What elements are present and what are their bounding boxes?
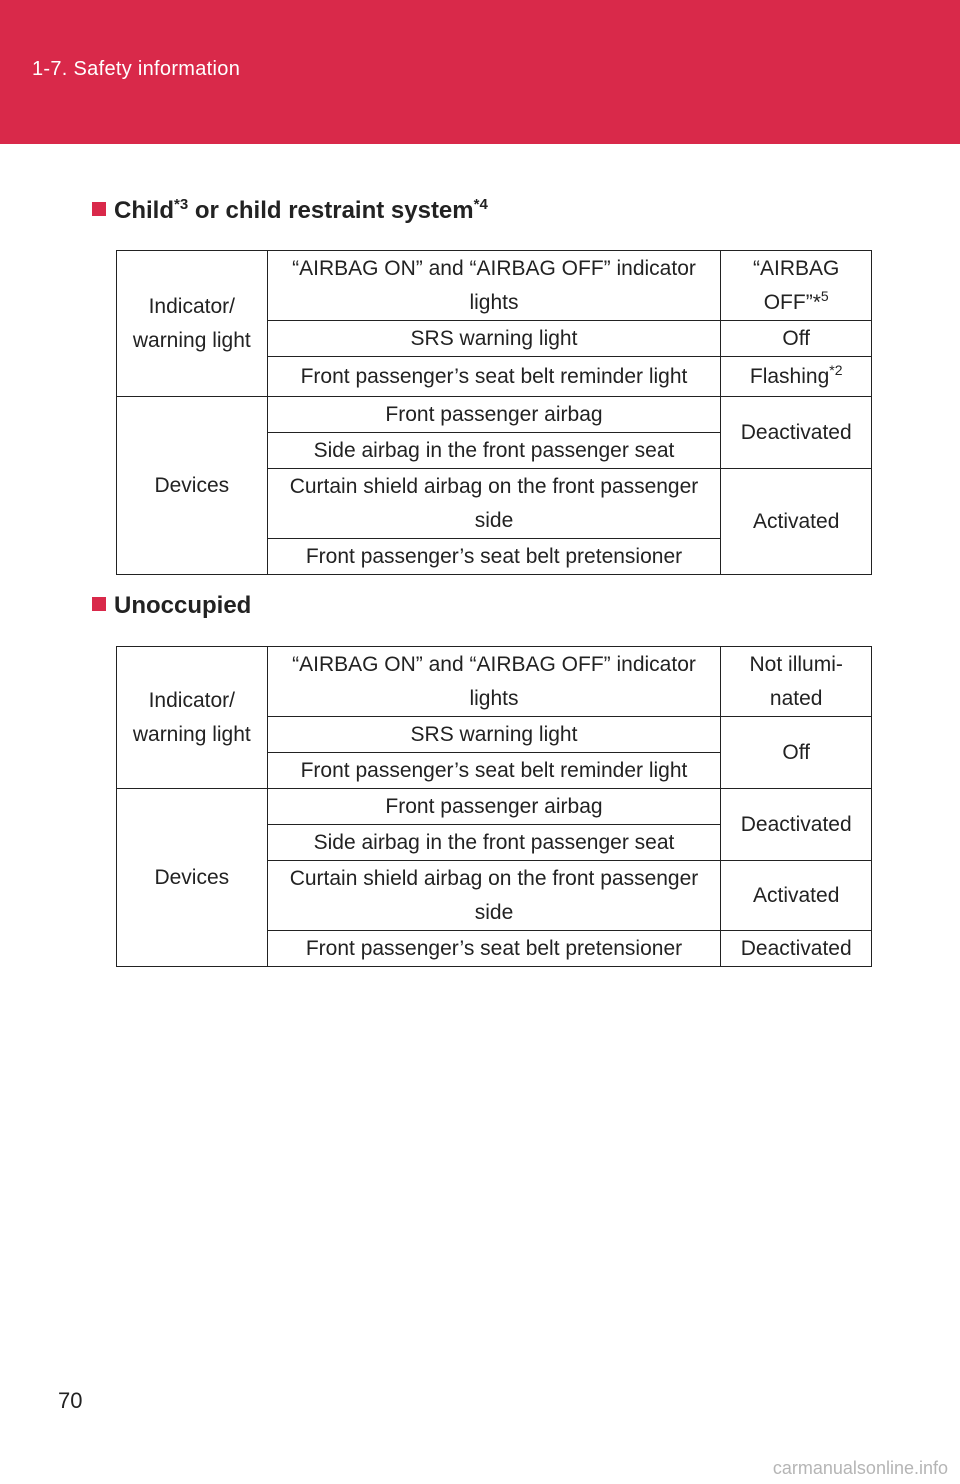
item-cell: Curtain shield airbag on the front passenger side	[267, 469, 721, 539]
status-footnote: 5	[820, 287, 829, 304]
child-status-table	[116, 250, 872, 575]
table-row	[117, 251, 872, 321]
item-cell: Front passenger’s seat belt pretensioner	[267, 539, 721, 575]
heading-footnote: *4	[473, 196, 488, 213]
group-label-indicator: Indicator/ warning light	[117, 647, 268, 789]
status-cell: Deactivated	[721, 397, 872, 469]
status-cell: Off	[721, 321, 872, 357]
group-label-devices: Devices	[117, 397, 268, 575]
item-cell: SRS warning light	[267, 717, 721, 753]
group-label-devices: Devices	[117, 789, 268, 967]
page-number: 70	[58, 1388, 83, 1413]
heading-text: Unoccupied	[114, 592, 252, 619]
status-cell: Activated	[721, 861, 872, 931]
unoccupied-status-table	[116, 646, 872, 967]
heading-text: Child	[114, 197, 174, 224]
item-cell: Front passenger’s seat belt pretensioner	[267, 931, 721, 967]
status-cell	[721, 251, 872, 321]
group-label-indicator: Indicator/ warning light	[117, 251, 268, 397]
table-row	[117, 789, 872, 825]
status-cell: Activated	[721, 469, 872, 575]
status-cell: Deactivated	[721, 931, 872, 967]
status-cell	[721, 357, 872, 397]
item-cell: Side airbag in the front passenger seat	[267, 433, 721, 469]
item-cell: Front passenger’s seat belt reminder light	[267, 357, 721, 397]
item-cell: “AIRBAG ON” and “AIRBAG OFF” indicator lights	[267, 647, 721, 717]
section-heading-unoccupied	[92, 592, 251, 620]
table-row	[117, 647, 872, 717]
item-cell: Front passenger airbag	[267, 789, 721, 825]
watermark: carmanualsonline.info	[772, 1458, 948, 1478]
item-cell: Front passenger airbag	[267, 397, 721, 433]
heading-text: or child restraint system	[188, 197, 474, 224]
item-cell: Front passenger’s seat belt reminder light	[267, 753, 721, 789]
header-bar	[0, 0, 960, 144]
status-cell: Off	[721, 717, 872, 789]
item-cell: Side airbag in the front passenger seat	[267, 825, 721, 861]
square-bullet-icon	[92, 202, 106, 216]
item-cell: SRS warning light	[267, 321, 721, 357]
status-text: “AIRBAG OFF”*	[753, 256, 840, 314]
item-cell: “AIRBAG ON” and “AIRBAG OFF” indicator lights	[267, 251, 721, 321]
status-cell: Not illumi- nated	[721, 647, 872, 717]
status-cell: Deactivated	[721, 789, 872, 861]
status-footnote: *2	[829, 361, 843, 378]
item-cell: Curtain shield airbag on the front passenger side	[267, 861, 721, 931]
status-text: Flashing	[749, 364, 830, 388]
section-heading-child	[92, 196, 488, 225]
section-title: 1-7. Safety information	[32, 58, 241, 80]
square-bullet-icon	[92, 597, 106, 611]
heading-footnote: *3	[174, 196, 189, 213]
table-row	[117, 397, 872, 433]
